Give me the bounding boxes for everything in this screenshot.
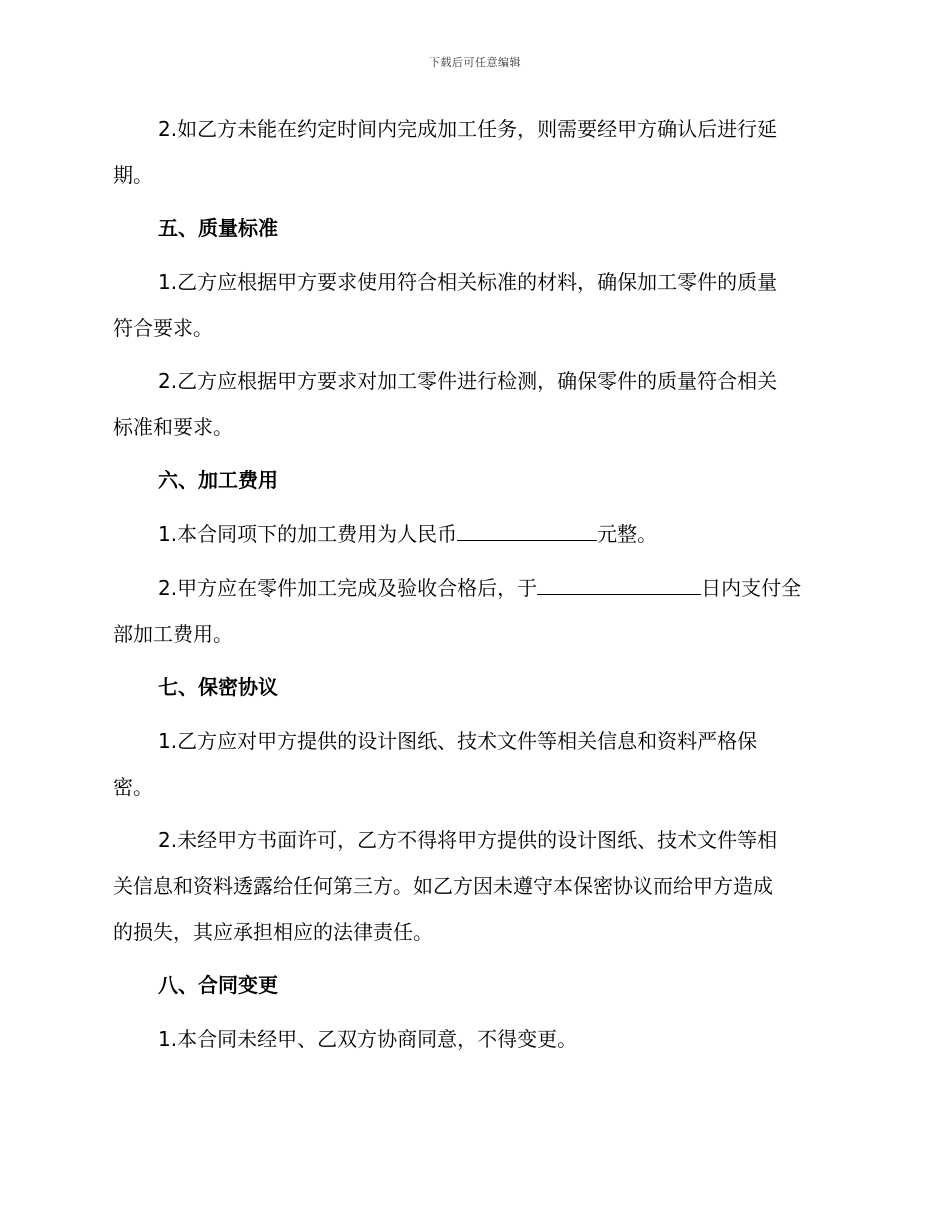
paragraph-line: 1.本合同未经甲、乙双方协商同意，不得变更。 [158, 1027, 578, 1051]
payment-text-after: 日内支付全 [701, 576, 802, 600]
paragraph-confidentiality-obligation [113, 718, 837, 810]
paragraph-line: 2.未经甲方书面许可，乙方不得将甲方提供的设计图纸、技术文件等相 [158, 828, 778, 852]
section-heading-amendment: 八、合同变更 [158, 973, 278, 997]
paragraph-fee-payment [113, 565, 837, 657]
paragraph-confidentiality-disclosure [113, 817, 837, 955]
days-blank-field[interactable] [537, 572, 701, 595]
paragraph-line [113, 511, 837, 557]
paragraph-quality-inspection [113, 358, 837, 450]
paragraph-line: 标准和要求。 [113, 415, 233, 439]
paragraph-amendment [113, 1016, 837, 1062]
paragraph-line: 2.如乙方未能在约定时间内完成加工任务，则需要经甲方确认后进行延 [158, 117, 778, 141]
paragraph-line: 符合要求。 [113, 316, 213, 340]
fee-text-after: 元整。 [597, 522, 658, 546]
section-heading-confidentiality: 七、保密协议 [158, 675, 278, 699]
payment-text-before: 2.甲方应在零件加工完成及验收合格后，于 [158, 576, 538, 600]
paragraph-quality-materials [113, 259, 837, 351]
paragraph-delay [113, 106, 837, 198]
fee-text-before: 1.本合同项下的加工费用为人民币 [158, 522, 458, 546]
paragraph-line: 关信息和资料透露给任何第三方。如乙方因未遵守本保密协议而给甲方造成 [113, 874, 773, 898]
amount-blank-field[interactable] [457, 518, 597, 541]
paragraph-line: 密。 [113, 775, 153, 799]
paragraph-line [113, 565, 837, 611]
paragraph-line: 部加工费用。 [113, 622, 233, 646]
paragraph-fee-amount [113, 511, 837, 557]
paragraph-line: 2.乙方应根据甲方要求对加工零件进行检测，确保零件的质量符合相关 [158, 369, 778, 393]
section-heading-fees: 六、加工费用 [158, 468, 278, 492]
section-heading-quality: 五、质量标准 [158, 216, 278, 240]
paragraph-line: 的损失，其应承担相应的法律责任。 [113, 920, 433, 944]
page-header: 下载后可任意编辑 [429, 56, 521, 69]
paragraph-line: 1.乙方应对甲方提供的设计图纸、技术文件等相关信息和资料严格保 [158, 729, 758, 753]
paragraph-line: 1.乙方应根据甲方要求使用符合相关标准的材料，确保加工零件的质量 [158, 270, 778, 294]
paragraph-line: 期。 [113, 163, 153, 187]
